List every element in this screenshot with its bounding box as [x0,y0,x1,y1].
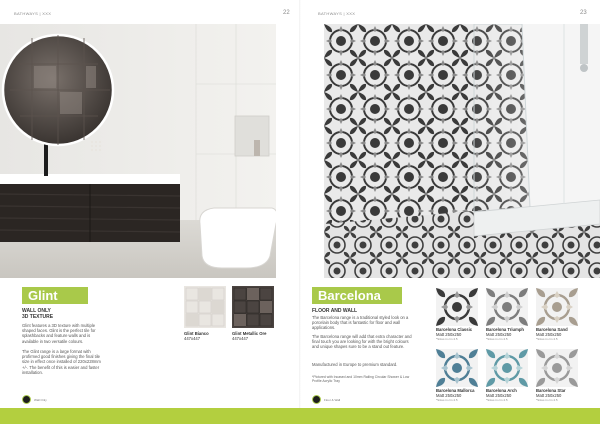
barcelona-classic-caption [436,327,492,342]
barcelona-product-name: Barcelona [312,287,402,304]
barcelona-description-2: The Barcelona range will add that extra character and final touch you are looking for with the bright colours and unique shapes sure to be a stand out feature. [312,334,412,350]
barcelona-classic-spec: Matt 250x250 [436,332,462,337]
barcelona-star-caption [536,388,592,403]
left-page-header: BATHWAYS | XXX [14,11,52,16]
barcelona-sand-name: Barcelona Sand [536,327,568,332]
glint-description-1: Glint features a 3D texture with multiple shaped faces. Glint is the perfect tile for splashbacks and feature walls and is available in two versatile colours. [22,323,96,344]
bottom-accent-bar [0,408,600,424]
barcelona-sand-size-note: *Sizes in cm 4.5 [536,337,558,341]
barcelona-mallorca-size-note: *Sizes in cm 4.5 [436,398,458,402]
left-page-number: 22 [283,10,290,16]
glint-metallic-ore-caption [232,331,288,341]
glint-bianco-caption [184,331,230,341]
barcelona-star-spec: Matt 250x250 [536,393,562,398]
wall-only-icon-label: Wall Only [34,398,47,402]
glint-product-name: Glint [22,287,88,304]
barcelona-triumph-size-note: *Sizes in cm 4.5 [486,337,508,341]
floor-and-wall-icon-label: Floor & Wall [324,398,341,402]
glint-metallic-ore-swatch [232,286,274,328]
glint-subtitle-2: 3D TEXTURE [22,314,54,320]
barcelona-arch-caption [486,388,542,403]
barcelona-star-swatch [536,349,578,387]
barcelona-triumph-swatch [486,288,528,326]
glint-description-2: The Glint range is a large format with profirmed good finishes giving the final tile size in effect once installed of 220x228mm +/-. The benefit of this is easier and faster installation. [22,349,101,375]
barcelona-mallorca-swatch [436,349,478,387]
barcelona-arch-swatch [486,349,528,387]
barcelona-triumph-spec: Matt 250x250 [486,332,512,337]
barcelona-subtitle: FLOOR AND WALL [312,308,358,314]
barcelona-description-3: Manufactured in Europe to premium standard. [312,362,398,367]
glint-bathroom-photo [0,24,276,278]
barcelona-mallorca-caption [436,388,492,403]
right-page-header: BATHWAYS | XXX [318,11,356,16]
barcelona-sand-swatch [536,288,578,326]
barcelona-arch-name: Barcelona Arch [486,388,517,393]
wall-only-icon [22,395,31,404]
barcelona-sand-caption [536,327,592,342]
glint-metallic-ore-name: Glint Metallic Ore [232,331,267,336]
barcelona-star-name: Barcelona Star [536,388,566,393]
page-spine [299,0,301,408]
barcelona-sand-spec: Matt 250x250 [536,332,562,337]
barcelona-description-1: The Barcelona range is a traditional styled look on a porcelain body that is fantastic for floor and wall applications. [312,315,409,331]
glint-metallic-ore-code: 447x447 [232,336,249,341]
barcelona-triumph-name: Barcelona Triumph [486,327,524,332]
glint-bianco-swatch [184,286,226,328]
barcelona-pictured-note: *Pictured with Incased and 10mm Railing Circular Shower & Low Profile Acrylic Tray [312,375,410,384]
barcelona-mallorca-name: Barcelona Mallorca [436,388,475,393]
glint-bianco-name: Glint Bianco [184,331,209,336]
barcelona-classic-swatch [436,288,478,326]
barcelona-star-size-note: *Sizes in cm 4.5 [536,398,558,402]
barcelona-classic-name: Barcelona Classic [436,327,473,332]
right-page-number: 23 [580,10,587,16]
barcelona-arch-spec: Matt 250x250 [486,393,512,398]
barcelona-classic-size-note: *Sizes in cm 4.5 [436,337,458,341]
glint-bianco-code: 447x447 [184,336,201,341]
floor-and-wall-icon [312,395,321,404]
barcelona-mallorca-spec: Matt 250x250 [436,393,462,398]
glint-subtitle-1: WALL ONLY [22,308,51,314]
barcelona-shower-photo [324,24,600,278]
barcelona-triumph-caption [486,327,542,342]
barcelona-arch-size-note: *Sizes in cm 4.5 [486,398,508,402]
